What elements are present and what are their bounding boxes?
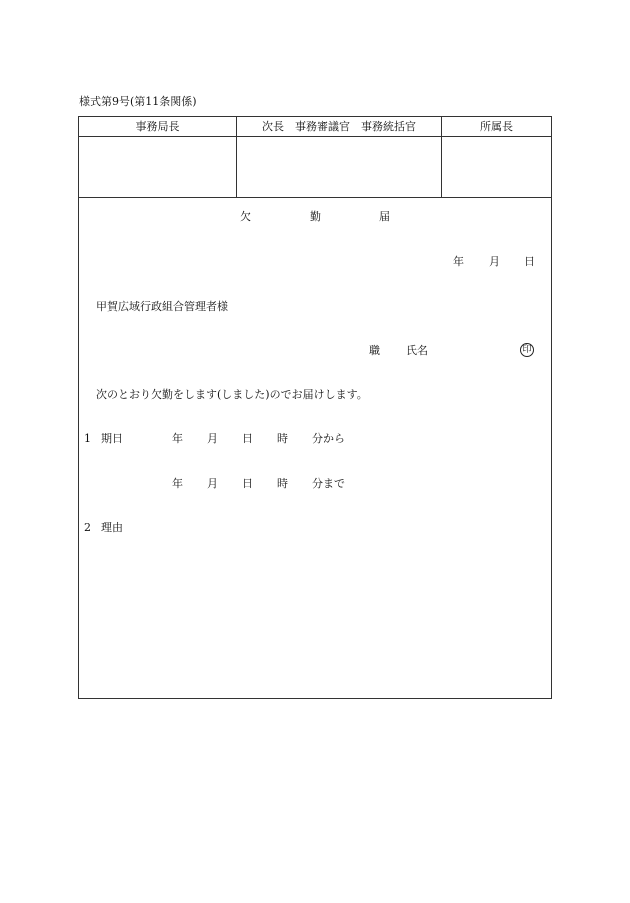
approval-header-supervisor: 所属長 — [480, 120, 513, 133]
reason-label: 理由 — [101, 521, 123, 534]
approval-header-director: 事務局長 — [135, 120, 180, 133]
from-year-label: 年 — [172, 432, 183, 445]
title-char-2: 勤 — [310, 210, 321, 223]
position-label: 職 — [369, 344, 380, 357]
approval-header-deputy: 次長 事務審議官 事務統括官 — [262, 120, 416, 133]
from-hour-label: 時 — [277, 432, 288, 445]
to-day-label: 日 — [242, 477, 253, 490]
reason-field[interactable] — [100, 542, 540, 687]
form-number: 様式第9号(第11条関係) — [79, 95, 197, 108]
period-number: 1 — [84, 432, 91, 445]
addressee: 甲賀広域行政組合管理者様 — [96, 300, 228, 313]
reason-number: 2 — [84, 521, 91, 534]
statement: 次のとおり欠勤をします(しました)のでお届けします。 — [96, 388, 368, 401]
stamp-cell-deputy[interactable] — [237, 137, 441, 197]
from-day-label: 日 — [242, 432, 253, 445]
date-day-label: 日 — [524, 255, 535, 268]
title-char-1: 欠 — [240, 210, 251, 223]
from-minute-suffix: 分から — [312, 432, 345, 445]
seal-mark: 印 — [520, 343, 534, 357]
stamp-cell-director[interactable] — [79, 137, 236, 197]
stamp-cell-supervisor[interactable] — [442, 137, 551, 197]
to-year-label: 年 — [172, 477, 183, 490]
date-year-label: 年 — [453, 255, 464, 268]
title-char-3: 届 — [379, 210, 390, 223]
to-month-label: 月 — [207, 477, 218, 490]
period-label: 期日 — [101, 432, 123, 445]
from-month-label: 月 — [207, 432, 218, 445]
date-month-label: 月 — [489, 255, 500, 268]
approval-table — [78, 116, 552, 198]
name-label: 氏名 — [406, 344, 428, 357]
to-minute-suffix: 分まで — [312, 477, 345, 490]
to-hour-label: 時 — [277, 477, 288, 490]
